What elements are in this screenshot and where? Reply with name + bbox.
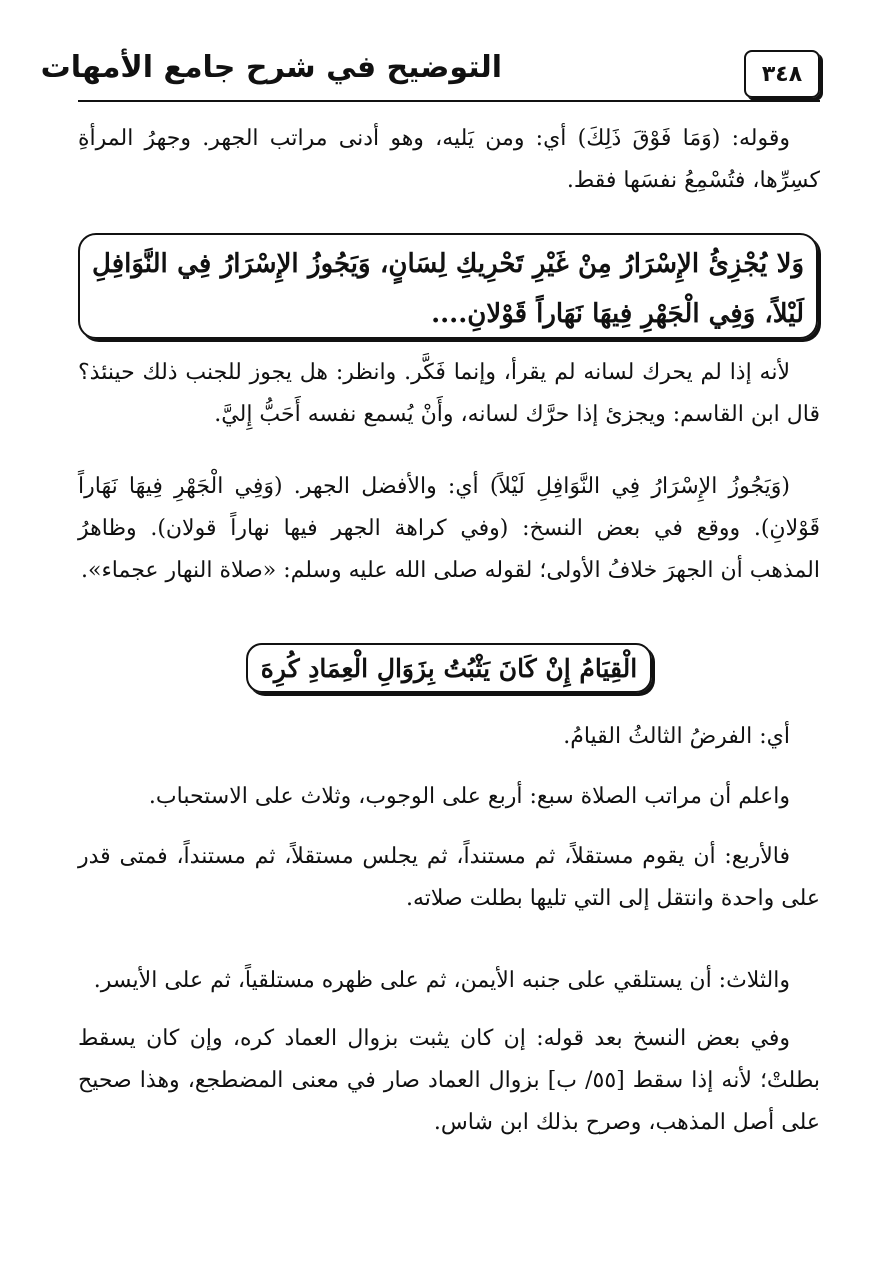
book-title: التوضيح في شرح جامع الأمهات [40,50,502,85]
paragraph-text: فالأربع: أن يقوم مستقلاً، ثم مستنداً، ثم يجلس مستقلاً، ثم مستنداً، فمتى قدر على واحدة وانتقل إلى التي تليها بطلت صلاته. [78,844,820,911]
paragraph-commentary-8 [78,1018,820,1144]
matn-text: وَلا يُجْزِئُ الإِسْرَارُ مِنْ غَيْرِ تَحْرِيكِ لِسَانٍ، وَيَجُوزُ الإِسْرَارُ فِي النَّوَافِلِ لَيْلاً، وَفِي الْجَهْرِ فِيهَا نَهَاراً قَوْلانِ.... [92,249,804,329]
paragraph-commentary-4 [78,716,820,758]
page-header [40,40,820,102]
header-divider [78,100,820,102]
matn-box-2 [246,643,652,693]
paragraph-text: أي: الفرضُ الثالثُ القيامُ. [563,724,790,749]
paragraph-commentary-7 [78,960,820,1002]
page-number: ٣٤٨ [744,50,820,98]
paragraph-commentary-1 [78,118,820,202]
paragraph-commentary-6 [78,836,820,920]
matn-text: الْقِيَامُ إِنْ كَانَ يَثْبُتُ بِزَوَالِ الْعِمَادِ كُرِهَ [260,654,638,683]
paragraph-commentary-3 [78,466,820,592]
paragraph-text: والثلاث: أن يستلقي على جنبه الأيمن، ثم على ظهره مستلقياً، ثم على الأيسر. [93,968,790,993]
paragraph-commentary-2 [78,352,820,436]
paragraph-commentary-5 [78,776,820,818]
paragraph-text: وفي بعض النسخ بعد قوله: إن كان يثبت بزوال العماد كره، وإن كان يسقط بطلتْ؛ لأنه إذا سقط [٥٥/ ب] بزوال العماد صار في معنى المضطجع، وهذا صحيح على أصل المذهب، وصرح بذلك ابن شاس. [78,1026,820,1135]
paragraph-text: (وَيَجُوزُ الإِسْرَارُ فِي النَّوَافِلِ لَيْلاً) أي: والأفضل الجهر. (وَفِي الْجَهْرِ فِيهَا نَهَاراً قَوْلانِ). ووقع في بعض النسخ: (وفي كراهة الجهر فيها نهاراً قولان). وظاهرُ المذهب أن الجهرَ خلافُ الأولى؛ لقوله صلى الله عليه وسلم: «صلاة النهار عجماء». [78,474,820,583]
paragraph-text: واعلم أن مراتب الصلاة سبع: أربع على الوجوب، وثلاث على الاستحباب. [148,784,790,809]
matn-box-1 [78,233,818,339]
paragraph-text: وقوله: (وَمَا فَوْقَ ذَلِكَ) أي: ومن يَليه، وهو أدنى مراتب الجهر. وجهرُ المرأةِ كسِرِّها، فتُسْمِعُ نفسَها فقط. [78,126,820,193]
paragraph-text: لأنه إذا لم يحرك لسانه لم يقرأ، وإنما فَكَّر. وانظر: هل يجوز للجنب ذلك حينئذ؟ قال ابن القاسم: ويجزئ إذا حرَّك لسانه، وأَنْ يُسمع نفسه أَحَبُّ إِليَّ. [78,360,820,427]
